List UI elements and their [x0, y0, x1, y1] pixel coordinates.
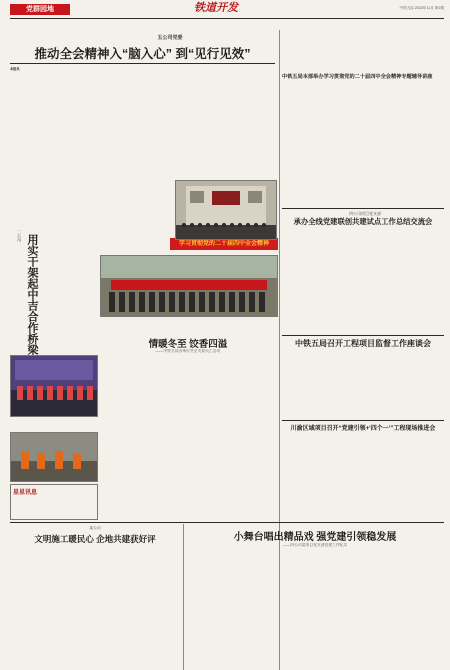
main-title: 推动全会精神入“脑入心” 到“见行见效”	[34, 47, 251, 61]
banner-study: 学习贯彻党的二十届四中全会精神	[170, 238, 278, 250]
brief-box	[10, 484, 98, 520]
mid-article-body	[100, 356, 276, 512]
photo-group-banner-art	[101, 256, 277, 316]
bottom-right-subtitle: ——四公司某项目党支部党建工作纪实	[282, 543, 348, 547]
main-byline: 本报讯	[10, 67, 20, 71]
masthead-logo: 铁道开发	[194, 1, 238, 14]
date-line: 中铁五局 2023年11月 第1期	[399, 6, 444, 10]
brief-box-title: 星星讯息	[13, 490, 38, 496]
bottom-right-body	[186, 550, 444, 664]
vertical-article-kicker: 二公司	[17, 230, 22, 242]
vertical-article-body	[44, 230, 98, 350]
right-article-3-title: 中铁五局召开工程项目监督工作座谈会	[295, 339, 431, 348]
right-article-1-body	[282, 83, 444, 203]
vertical-article	[10, 230, 98, 355]
photo-group-banner-caption	[100, 317, 276, 331]
right-article-3-body	[282, 352, 444, 417]
section-label: 党群园地	[10, 4, 70, 15]
right-article-4-body	[282, 434, 444, 520]
right-article-1-title: 中铁五局本部举办学习贯彻党的二十届四中全会精神专题辅导讲座	[282, 74, 433, 80]
photo-group-building-art	[176, 181, 276, 239]
photo-group-banner	[100, 255, 278, 317]
mid-article-title: 情暖冬至 饺香四溢	[148, 339, 228, 350]
photo-group-building	[175, 180, 277, 240]
right-article-4-title: 川渝区域项目召开“党建引领+‘四个一’”工程现场推进会	[290, 426, 436, 432]
right-article-2-body	[282, 230, 444, 330]
bottom-left-title: 文明施工暖民心 企地共建获好评	[34, 534, 156, 544]
photo-workers-art	[11, 433, 97, 481]
mid-article-subtitle: ——中铁五局各单位冬至关爱员工活动	[155, 349, 221, 353]
masthead	[0, 0, 450, 40]
bottom-left-kicker: 某公司	[89, 526, 101, 530]
vertical-article-title: 用实干架起中吉合作桥梁	[26, 234, 38, 355]
bottom-right-title: 小舞台唱出精品戏 强党建引领稳发展	[233, 532, 397, 543]
brief-box-body	[13, 496, 95, 517]
bottom-left-body	[10, 548, 180, 664]
photo-stage-group-art	[11, 356, 97, 416]
main-kicker: 五公司党委	[157, 35, 183, 41]
photo-stage-group-caption	[10, 418, 96, 430]
right-article-2-kicker: 四公司项目党支部	[349, 211, 381, 216]
photo-workers	[10, 432, 98, 482]
photo-stage-group	[10, 355, 98, 417]
right-article-2-title: 承办全线党建联创共建试点工作总结交流会	[293, 217, 433, 226]
